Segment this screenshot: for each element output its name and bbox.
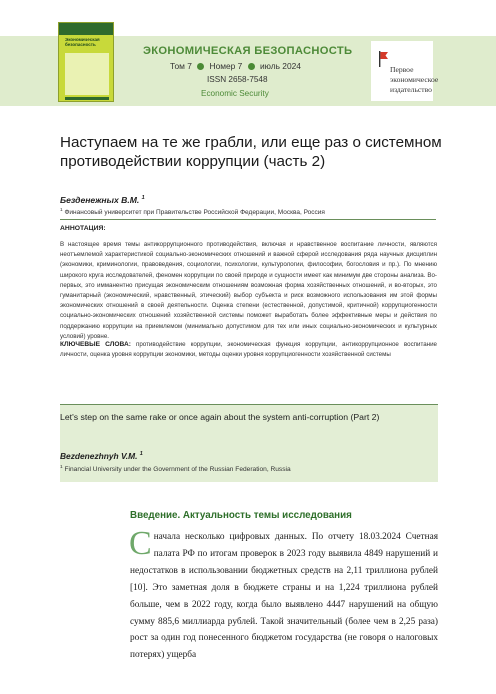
publisher-name: Первое экономическое издательство [390,65,439,94]
article-title: Наступаем на те же грабли, или еще раз о системном противодействии коррупции (часть 2) [60,134,442,170]
english-author [60,451,143,461]
author-name-text: Безденежных В.М. [60,195,140,205]
cover-title: Экономическая безопасность [65,37,100,47]
english-affiliation [60,465,291,473]
cover-illustration [65,53,109,95]
issn: ISSN 2658-7548 [207,75,268,84]
publisher-flag-icon [379,51,388,67]
abstract-text: В настоящее время темы антикоррупционного противодействия, включая и нравственное воспитание личности, являются неотъемлемой характеристикой социально-экономических отношений и важной сферой исследования ряда научных дисциплин (экономики, криминологии, правоведения, социологии, психологии, культурологии, философии, богословия и пр.). По мнению широкого круга исследователей, феномен коррупции по своей природе и сущности имеет как минимум две стороны анализа. Во-первых, это имманентно присущая экономическим отношениям возможная форма хозяйственных отношений, и во-вторых, это гуманитарный (экономический, нравственный, этический) выбор субъекта и риск возможного использования им этой формы экономических отношений в своей деятельности. Оценка степени (естественной, допустимой, критичной) коррупциогенности социально-экономических отношений хозяйственной системы поможет выработать более эффективные меры и действия по поддержанию коррупции на приемлемом (минимально допустимом для тех или иных социально-экономических и культурных условий) уровне. [60,241,437,340]
author-name [60,195,145,205]
english-affiliation-text: Financial University under the Government of the Russian Federation, Russia [64,466,291,474]
body-paragraph-text: начала несколько цифровых данных. По отчету 18.03.2024 Счетная палата РФ по итогам проверок в 2023 году выявила 4849 нарушений и недостатков в использовании бюджетных средств на 2,11 триллиона рублей [10]. Это заметная доля в бюджете страны и на 1,224 триллиона рублей больше, чем в 2022 году, когда было выявлено 4447 нарушений на общую сумму 885,6 миллиарда рублей. Такой значительный (более чем в 2,25 раза) рост за один год понесенного бюджетом государства (не говоря о налоговых потерях) ущерба [130,532,438,661]
english-author-marker: 1 [139,451,143,458]
affiliation-marker: 1 [60,208,63,213]
bullet-dot-icon [248,63,255,70]
section-heading: Введение. Актуальность темы исследования [130,510,352,521]
issue-date: июль 2024 [259,61,301,71]
journal-cover-thumbnail [58,22,114,102]
bullet-dot-icon [197,63,204,70]
cover-top-strip [59,23,113,35]
keywords [60,340,437,360]
keywords-text: противодействие коррупции, экономическая функция коррупции, антикоррупционное воспитание личности, оценка уровня коррупции экономики, методы оценки уровня коррупциогенности хозяйственной системы [60,341,437,359]
publisher-badge [371,41,439,101]
cover-bottom-strip [65,97,109,100]
english-affiliation-marker: 1 [60,465,63,470]
divider [60,219,436,220]
english-author-text: Bezdenezhnyh V.M. [60,451,138,461]
issue-info [170,61,301,71]
english-title: Let's step on the same rake or once again about the system anti-corruption (Part 2) [60,412,380,422]
volume-label: Том 7 [170,61,192,71]
body-paragraph [129,525,438,664]
journal-title: ЭКОНОМИЧЕСКАЯ БЕЗОПАСНОСТЬ [143,45,353,57]
author-affiliation-marker: 1 [141,195,145,202]
affiliation-text: Финансовый университет при Правительстве Российской Федерации, Москва, Россия [64,209,325,217]
issue-number: Номер 7 [209,61,243,71]
drop-cap: С [129,525,152,562]
keywords-label: КЛЮЧЕВЫЕ СЛОВА: [60,341,131,348]
author-affiliation [60,208,325,216]
journal-title-english: Economic Security [201,89,269,98]
abstract-heading: АННОТАЦИЯ: [60,225,106,232]
